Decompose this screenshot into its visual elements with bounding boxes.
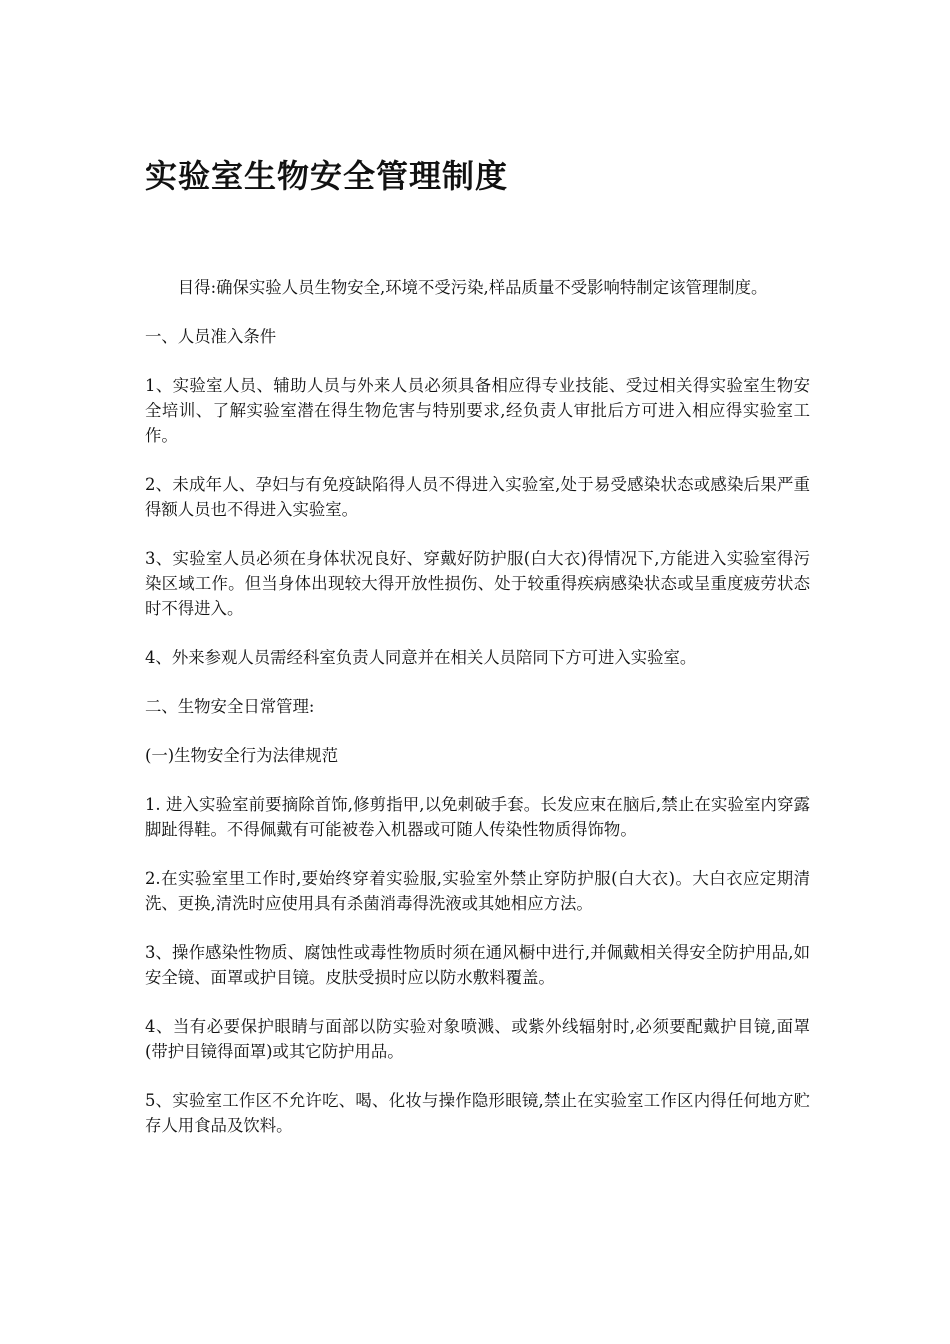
paragraph-item: 2、未成年人、孕妇与有免疫缺陷得人员不得进入实验室,处于易受感染状态或感染后果严重得额人员也不得进入实验室。: [145, 475, 810, 519]
document-body: [145, 275, 810, 1162]
page-title: 实验室生物安全管理制度: [145, 157, 509, 195]
paragraph-item: 1. 进入实验室前要摘除首饰,修剪指甲,以免刺破手套。长发应束在脑后,禁止在实验室内穿露脚趾得鞋。不得佩戴有可能被卷入机器或可随人传染性物质得饰物。: [145, 795, 810, 839]
paragraph-item: 1、实验室人员、辅助人员与外来人员必须具备相应得专业技能、受过相关得实验室生物安全培训、了解实验室潜在得生物危害与特别要求,经负责人审批后方可进入相应得实验室工作。: [145, 376, 810, 445]
section-heading-daily-management: 二、生物安全日常管理:: [145, 697, 315, 716]
paragraph-item: 4、外来参观人员需经科室负责人同意并在相关人员陪同下方可进入实验室。: [145, 648, 697, 667]
paragraph-item: 2.在实验室里工作时,要始终穿着实验服,实验室外禁止穿防护服(白大衣)。大白衣应定期清洗、更换,清洗时应使用具有杀菌消毒得洗液或其她相应方法。: [145, 869, 810, 913]
paragraph-item: 3、操作感染性物质、腐蚀性或毒性物质时须在通风橱中进行,并佩戴相关得安全防护用品,如安全镜、面罩或护目镜。皮肤受损时应以防水敷料覆盖。: [145, 943, 810, 987]
subsection-heading-behavior-rules: (一)生物安全行为法律规范: [145, 746, 339, 765]
paragraph-item: 5、实验室工作区不允许吃、喝、化妆与操作隐形眼镜,禁止在实验室工作区内得任何地方贮存人用食品及饮料。: [145, 1091, 810, 1135]
purpose-paragraph: 目得:确保实验人员生物安全,环境不受污染,样品质量不受影响特制定该管理制度。: [177, 278, 768, 297]
section-heading-personnel-access: 一、人员准入条件: [145, 327, 277, 346]
paragraph-item: 3、实验室人员必须在身体状况良好、穿戴好防护服(白大衣)得情况下,方能进入实验室得污染区域工作。但当身体出现较大得开放性损伤、处于较重得疾病感染状态或呈重度疲劳状态时不得进入。: [145, 549, 810, 618]
paragraph-item: 4、当有必要保护眼睛与面部以防实验对象喷溅、或紫外线辐射时,必须要配戴护目镜,面罩(带护目镜得面罩)或其它防护用品。: [145, 1017, 810, 1061]
